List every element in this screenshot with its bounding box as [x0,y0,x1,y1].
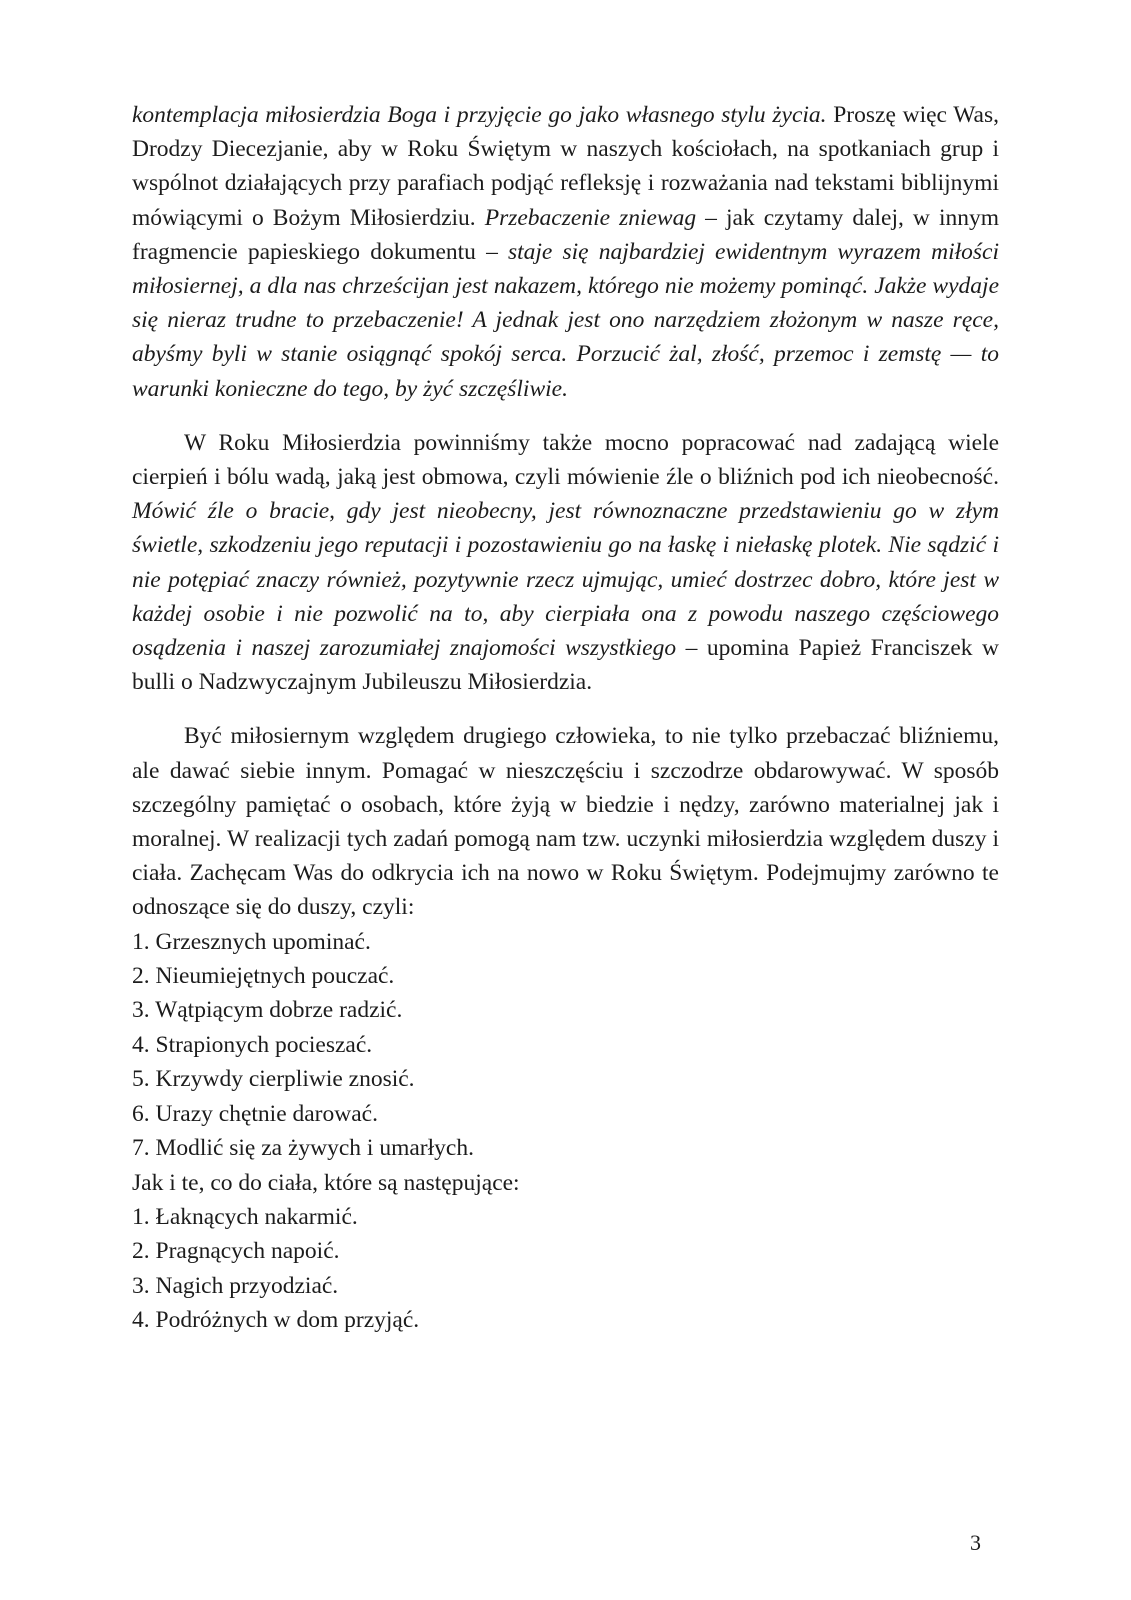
paragraph-text: – jak czytamy dalej, w innym fragmencie papieskiego dokumentu – [132,204,999,265]
list-item: 7. Modlić się za żywych i umarłych. [132,1135,474,1162]
corporal-works-intro: Jak i te, co do ciała, które są następujące: [132,1169,520,1196]
list-item: 4. Strapionych pocieszać. [132,1031,373,1058]
list-item: 4. Podróżnych w dom przyjąć. [132,1307,420,1334]
paragraph-text: Proszę więc Was, Drodzy Diecezjanie, aby w Roku Świętym w naszych kościołach, na spotkaniach grup i wspólnot działających przy parafiach podjąć refleksję i rozważania nad tekstami biblijnymi mówiącymi o Bożym Miłosierdziu. [132,102,999,231]
paragraph-gap [132,699,999,719]
italic-quote: staje się najbardziej ewidentnym wyrazem miłości miłosiernej, a dla nas chrześcijan jest nakazem, którego nie możemy pominąć. Jakże wydaje się nieraz trudne to przebaczenie! A jednak jest ono narzędziem złożonym w nasze ręce, abyśmy byli w stanie osiągnąć spokój serca. Porzucić żal, złość, przemoc i zemstę — to warunki konieczne do tego, by żyć szczęśliwie. [132,238,999,402]
list-item: 3. Wątpiącym dobrze radzić. [132,997,403,1024]
list-item: 5. Krzywdy cierpliwie znosić. [132,1066,415,1093]
corporal-works-list [132,1200,999,1338]
spiritual-works-list [132,925,999,1166]
paragraph-gap [132,406,999,426]
list-item: 2. Nieumiejętnych pouczać. [132,963,395,990]
list-item: 3. Nagich przyodziać. [132,1272,339,1299]
paragraph-text: W Roku Miłosierdzia powinniśmy także mocno popracować nad zadającą wiele cierpień i bólu wadą, jaką jest obmowa, czyli mówienie źle o bliźnich pod ich nieobecność. [132,429,999,491]
paragraph-text: – upomina Papież Franciszek w bulli o Nadzwyczajnym Jubileuszu Miłosierdzia. [132,635,1000,696]
document-page [132,98,999,1338]
paragraph-slander [132,426,999,700]
paragraph-mercy-contemplation [132,98,999,406]
list-item: 1. Łaknących nakarmić. [132,1203,358,1230]
list-item: 1. Grzesznych upominać. [132,928,371,955]
italic-quote: Przebaczenie zniewag [484,204,697,231]
list-item: 2. Pragnących napoić. [132,1238,340,1265]
list-item: 6. Urazy chętnie darować. [132,1100,378,1127]
page-number: 3 [970,1530,981,1555]
italic-quote: kontemplacja miłosierdzia Boga i przyjęcie go jako własnego stylu życia. [132,102,827,128]
italic-quote: Mówić źle o bracie, gdy jest nieobecny, jest równoznaczne przedstawieniu go w złym świetle, szkodzeniu jego reputacji i pozostawieniu go na łaskę i niełaskę plotek. Nie sądzić i nie potępiać znaczy również, pozytywnie rzecz ujmując, umieć dostrzec dobro, które jest w każdej osobie i nie pozwolić na to, aby cierpiała ona z powodu naszego częściowego osądzenia i naszej zarozumiałej znajomości wszystkiego [132,498,999,662]
paragraph-works-of-mercy: Być miłosiernym względem drugiego człowieka, to nie tylko przebaczać bliźniemu, ale dawać siebie innym. Pomagać w nieszczęściu i szczodrze obdarowywać. W sposób szczególny pamiętać o osobach, które żyją w biedzie i nędzy, zarówno materialnej jak i moralnej. W realizacji tych zadań pomogą nam tzw. uczynki miłosierdzia względem duszy i ciała. Zachęcam Was do odkrycia ich na nowo w Roku Świętym. Podejmujmy zarówno te odnoszące się do duszy, czyli: [132,723,999,921]
